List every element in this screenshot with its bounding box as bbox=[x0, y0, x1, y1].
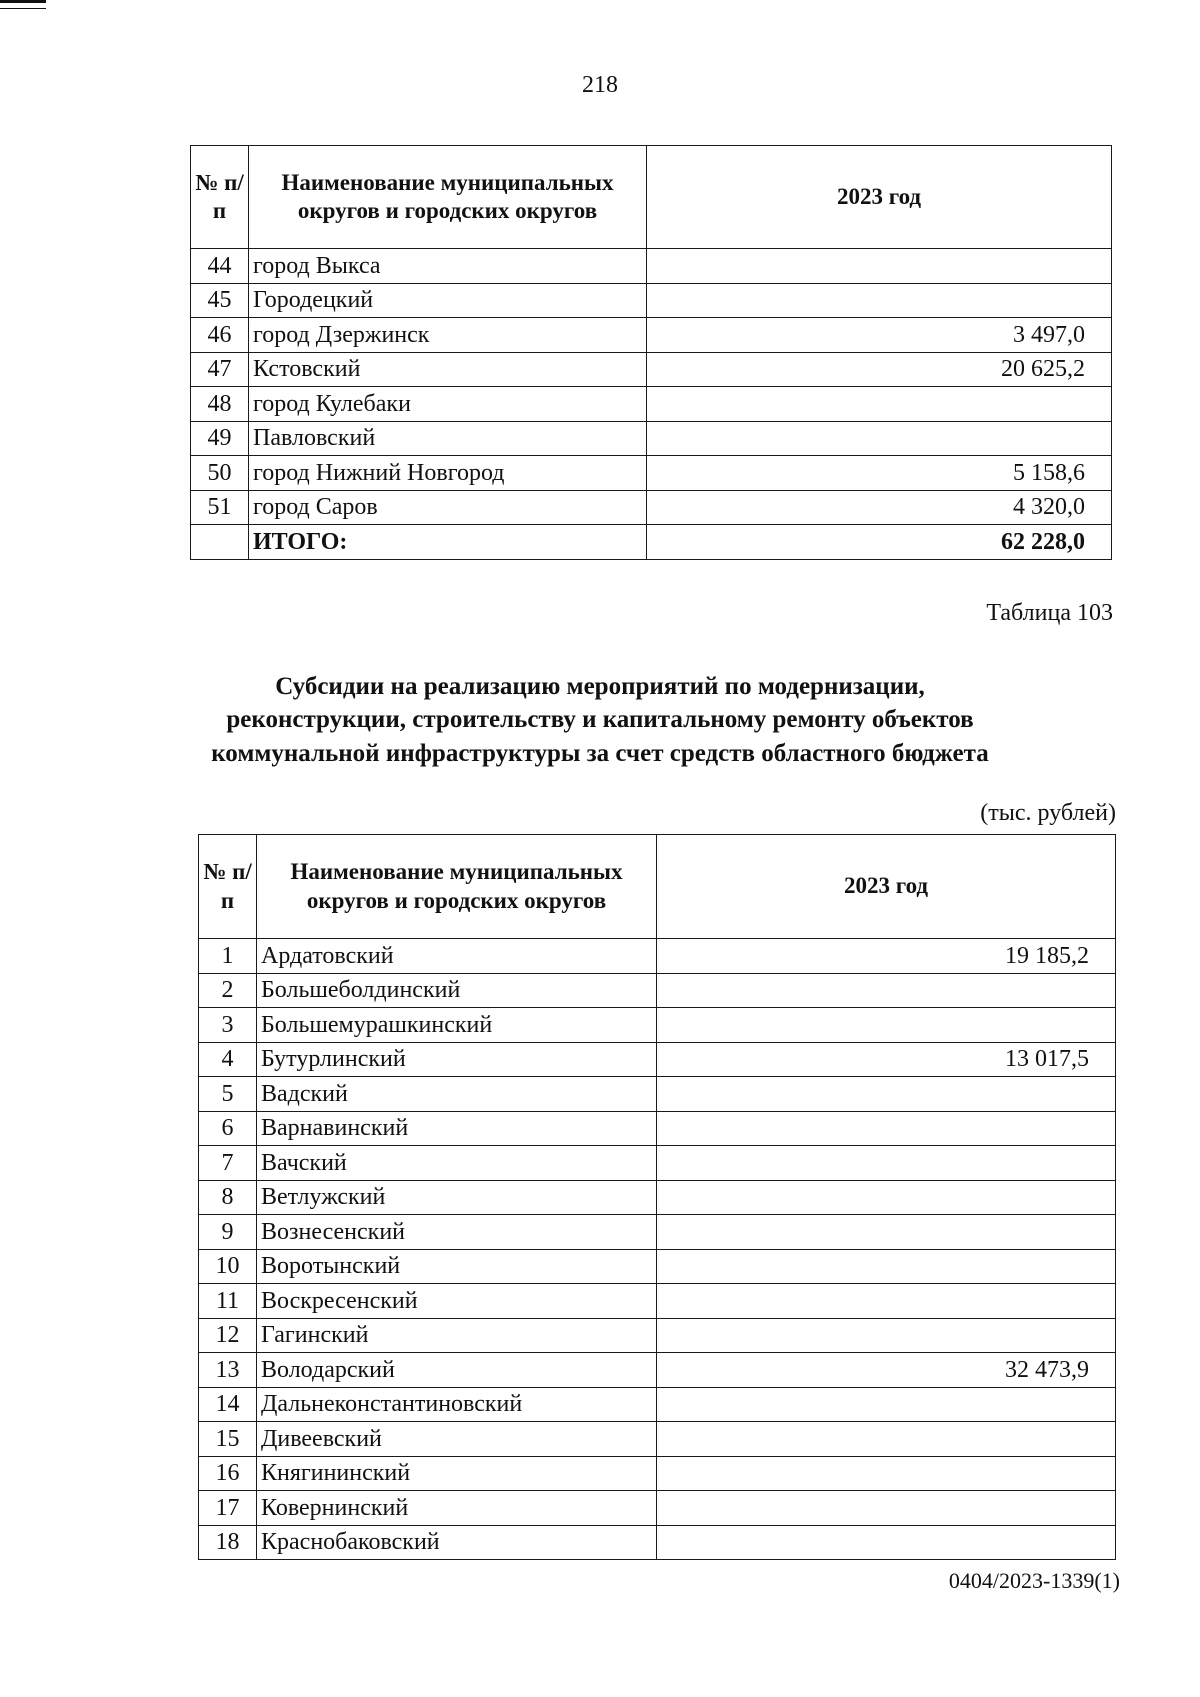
table-row bbox=[199, 1111, 1116, 1146]
row-name: Воскресенский bbox=[257, 1284, 657, 1319]
row-number: 2 bbox=[199, 973, 257, 1008]
row-number: 15 bbox=[199, 1422, 257, 1457]
row-name: Кстовский bbox=[249, 352, 647, 387]
units-note: (тыс. рублей) bbox=[980, 800, 1116, 826]
table-row bbox=[199, 939, 1116, 974]
document-code: 0404/2023-1339(1) bbox=[948, 1568, 1120, 1593]
caption-line: Субсидии на реализацию мероприятий по модернизации, bbox=[275, 673, 925, 700]
row-name: Варнавинский bbox=[257, 1111, 657, 1146]
row-number: 9 bbox=[199, 1215, 257, 1250]
row-number: 7 bbox=[199, 1146, 257, 1181]
row-value bbox=[657, 1146, 1116, 1181]
row-value: 32 473,9 bbox=[657, 1353, 1116, 1388]
total-num-cell bbox=[191, 525, 249, 560]
row-name: город Саров bbox=[249, 490, 647, 525]
row-name: Большемурашкинский bbox=[257, 1008, 657, 1043]
row-value bbox=[657, 973, 1116, 1008]
row-name: Вачский bbox=[257, 1146, 657, 1181]
table-row bbox=[199, 1146, 1116, 1181]
table-row bbox=[191, 318, 1112, 353]
row-number: 51 bbox=[191, 490, 249, 525]
row-value bbox=[657, 1456, 1116, 1491]
row-value bbox=[657, 1318, 1116, 1353]
row-number: 18 bbox=[199, 1525, 257, 1560]
row-number: 17 bbox=[199, 1491, 257, 1526]
caption-line: коммунальной инфраструктуры за счет средств областного бюджета bbox=[211, 739, 989, 767]
row-name: Городецкий bbox=[249, 283, 647, 318]
table-header-row bbox=[199, 835, 1116, 939]
row-value bbox=[657, 1249, 1116, 1284]
row-number: 10 bbox=[199, 1249, 257, 1284]
table-row bbox=[199, 1284, 1116, 1319]
row-name: город Кулебаки bbox=[249, 387, 647, 422]
row-number: 48 bbox=[191, 387, 249, 422]
table-row bbox=[199, 1525, 1116, 1560]
header-num: № п/п bbox=[191, 146, 249, 249]
table-row bbox=[191, 421, 1112, 456]
row-number: 8 bbox=[199, 1180, 257, 1215]
page-number: 218 bbox=[582, 72, 618, 98]
row-number: 49 bbox=[191, 421, 249, 456]
row-value bbox=[657, 1215, 1116, 1250]
table-row bbox=[199, 1249, 1116, 1284]
total-label: ИТОГО: bbox=[249, 525, 647, 560]
table-continuation bbox=[190, 145, 1112, 560]
row-number: 13 bbox=[199, 1353, 257, 1388]
row-name: Ковернинский bbox=[257, 1491, 657, 1526]
caption-line: реконструкции, строительству и капитальному ремонту объектов bbox=[226, 706, 974, 734]
table-row bbox=[199, 1387, 1116, 1422]
row-value: 19 185,2 bbox=[657, 939, 1116, 974]
row-value: 5 158,6 bbox=[647, 456, 1112, 491]
row-number: 4 bbox=[199, 1042, 257, 1077]
header-name: Наименование муниципальных округов и городских округов bbox=[257, 835, 657, 939]
row-number: 3 bbox=[199, 1008, 257, 1043]
row-number: 16 bbox=[199, 1456, 257, 1491]
row-value bbox=[647, 421, 1112, 456]
row-name: город Дзержинск bbox=[249, 318, 647, 353]
table-row bbox=[199, 973, 1116, 1008]
header-name: Наименование муниципальных округов и городских округов bbox=[249, 146, 647, 249]
row-value bbox=[657, 1008, 1116, 1043]
table-row bbox=[199, 1180, 1116, 1215]
row-name: Володарский bbox=[257, 1353, 657, 1388]
row-name: Вознесенский bbox=[257, 1215, 657, 1250]
header-year: 2023 год bbox=[647, 146, 1112, 249]
table-row bbox=[199, 1353, 1116, 1388]
row-value bbox=[657, 1180, 1116, 1215]
row-name: Вадский bbox=[257, 1077, 657, 1112]
row-name: Гагинский bbox=[257, 1318, 657, 1353]
table-row bbox=[199, 1008, 1116, 1043]
row-value bbox=[647, 387, 1112, 422]
row-number: 1 bbox=[199, 939, 257, 974]
row-name: Дивеевский bbox=[257, 1422, 657, 1457]
row-name: город Нижний Новгород bbox=[249, 456, 647, 491]
row-value: 3 497,0 bbox=[647, 318, 1112, 353]
header-num: № п/п bbox=[199, 835, 257, 939]
table-row bbox=[191, 387, 1112, 422]
row-name: Ветлужский bbox=[257, 1180, 657, 1215]
row-value: 13 017,5 bbox=[657, 1042, 1116, 1077]
table-row bbox=[199, 1318, 1116, 1353]
table-row bbox=[191, 283, 1112, 318]
table-header-row bbox=[191, 146, 1112, 249]
row-name: Краснобаковский bbox=[257, 1525, 657, 1560]
row-number: 5 bbox=[199, 1077, 257, 1112]
row-number: 14 bbox=[199, 1387, 257, 1422]
row-value bbox=[657, 1284, 1116, 1319]
table-row bbox=[191, 352, 1112, 387]
subsidy-table bbox=[198, 834, 1116, 1560]
row-value bbox=[657, 1491, 1116, 1526]
total-value: 62 228,0 bbox=[647, 525, 1112, 560]
row-name: Ардатовский bbox=[257, 939, 657, 974]
table-label: Таблица 103 bbox=[986, 600, 1113, 626]
row-number: 50 bbox=[191, 456, 249, 491]
row-number: 46 bbox=[191, 318, 249, 353]
table-row bbox=[191, 456, 1112, 491]
row-number: 6 bbox=[199, 1111, 257, 1146]
row-name: Дальнеконстантиновский bbox=[257, 1387, 657, 1422]
total-row bbox=[191, 525, 1112, 560]
table-row bbox=[199, 1042, 1116, 1077]
row-value bbox=[657, 1422, 1116, 1457]
row-name: Бутурлинский bbox=[257, 1042, 657, 1077]
row-value: 20 625,2 bbox=[647, 352, 1112, 387]
row-value bbox=[657, 1111, 1116, 1146]
table-row bbox=[199, 1215, 1116, 1250]
table-row bbox=[191, 249, 1112, 284]
row-name: город Выкса bbox=[249, 249, 647, 284]
row-value bbox=[657, 1525, 1116, 1560]
row-value bbox=[647, 249, 1112, 284]
row-number: 11 bbox=[199, 1284, 257, 1319]
row-value bbox=[657, 1387, 1116, 1422]
row-number: 12 bbox=[199, 1318, 257, 1353]
header-year: 2023 год bbox=[657, 835, 1116, 939]
row-value bbox=[657, 1077, 1116, 1112]
row-value: 4 320,0 bbox=[647, 490, 1112, 525]
row-name: Большеболдинский bbox=[257, 973, 657, 1008]
table-caption bbox=[0, 670, 1200, 770]
row-number: 47 bbox=[191, 352, 249, 387]
row-value bbox=[647, 283, 1112, 318]
row-name: Воротынский bbox=[257, 1249, 657, 1284]
table-row bbox=[199, 1077, 1116, 1112]
table-row bbox=[191, 490, 1112, 525]
row-name: Княгининский bbox=[257, 1456, 657, 1491]
scan-corner-mark bbox=[0, 0, 46, 9]
table-row bbox=[199, 1422, 1116, 1457]
row-number: 44 bbox=[191, 249, 249, 284]
row-name: Павловский bbox=[249, 421, 647, 456]
row-number: 45 bbox=[191, 283, 249, 318]
table-row bbox=[199, 1491, 1116, 1526]
table-row bbox=[199, 1456, 1116, 1491]
